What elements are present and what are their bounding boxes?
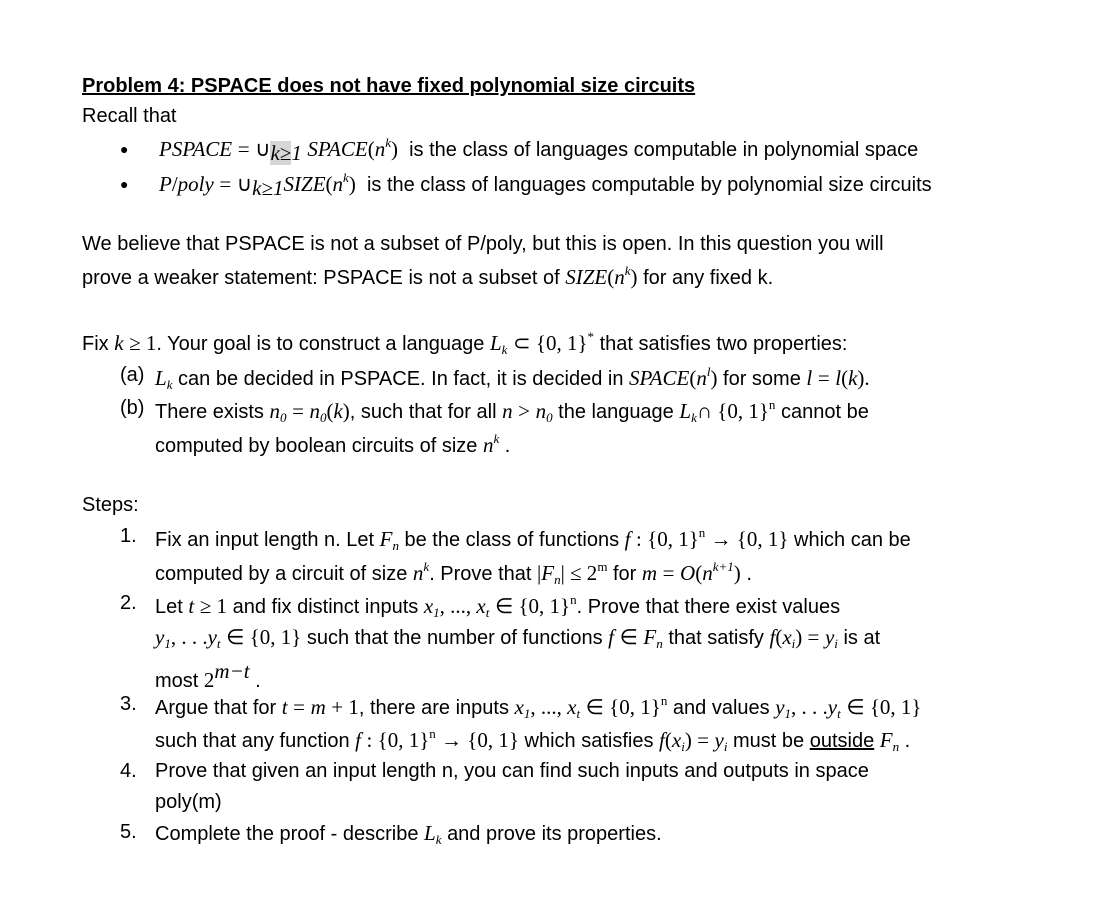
outside-underlined: outside [809,730,875,752]
part-a-label: (a) [120,364,145,386]
bullet-ppoly-text: is the class of languages computable by polynomial size circuits [366,174,932,196]
step-1-line-2: computed by a circuit of size $n^k$. Prove that $|F_n| \le 2^m$ for $m = O(n^{k+1})$ . [155,559,752,587]
steps-label: Steps: [82,494,139,516]
step-2-number: 2. [120,592,137,614]
step-2-line-1: Let t ≥ 1 and fix distinct inputs $x_1$, ..., $x_t$ ∈ {0, 1}$^n$. Prove that there exist values [155,592,841,620]
recall-label: Recall that [82,105,177,127]
step-3-number: 3. [120,693,137,715]
step-4-line-1: Prove that given an input length n, you can find such inputs and outputs in space [155,760,869,782]
part-b-line-2: computed by boolean circuits of size $n^k$ . [155,431,511,457]
step-2-line-2: $y_1$, . . $.y_t$ ∈ {0, 1} such that the number of functions f ∈ $F_n$ that satisfy $f(x_i) = y_i$ is at [155,625,881,651]
fix-line: Fix k ≥ 1. Your goal is to construct a language $L_k$ ⊂ {0, 1}* that satisfies two properties: [82,329,848,357]
intro-line-1: We believe that PSPACE is not a subset of P/poly, but this is open. In this question you will [82,233,884,255]
bullet-ppoly: P/poly = $\cup_{k\ge 1}SIZE(n^k)$ is the class of languages computable by polynomial size circuits [159,170,932,200]
intro-line-2: prove a weaker statement: PSPACE is not a subset of $SIZE(n^k)$ for any fixed k. [82,263,774,289]
step-2-line-3: most $2^{m-t}$ . [155,659,261,692]
bullet-dot: ● [120,141,129,157]
part-a: $L_k$ can be decided in PSPACE. In fact, it is decided in $SPACE(n^l)$ for some l = l(k). [155,364,870,392]
bullet-dot: ● [120,176,129,192]
step-3-line-2: such that any function f : {0, 1}$^n$ → {0, 1} which satisfies $f(x_i) = y_i$ must be outside $F_n$ . [155,726,911,754]
part-b-label: (b) [120,397,145,419]
step-5-line: Complete the proof - describe $L_k$ and prove its properties. [155,821,662,847]
step-5-number: 5. [120,821,137,843]
step-1-line-1: Fix an input length n. Let $F_n$ be the class of functions f : {0, 1}$^n$ → {0, 1} which can be [155,525,911,553]
step-1-number: 1. [120,525,137,547]
step-4-number: 4. [120,760,137,782]
part-b-line-1: There exists $n_0 = n_0(k)$, such that for all $n > n_0$ the language $L_k\cap$ {0, 1}$^n$ cannot be [155,397,869,425]
step-4-line-2: poly(m) [155,791,222,813]
step-3-line-1: Argue that for t = m + 1, there are inputs $x_1$, ..., $x_t$ ∈ {0, 1}$^n$ and values $y_1$, . . $.y_t$ ∈ {0, 1} [155,693,922,721]
problem-title: Problem 4: PSPACE does not have fixed polynomial size circuits [82,75,696,97]
bullet-pspace-text: is the class of languages computable in polynomial space [409,139,919,161]
bullet-pspace: PSPACE = $\cup_{k\ge 1}$ $SPACE(n^k)$ is the class of languages computable in polynomial space [159,135,919,165]
